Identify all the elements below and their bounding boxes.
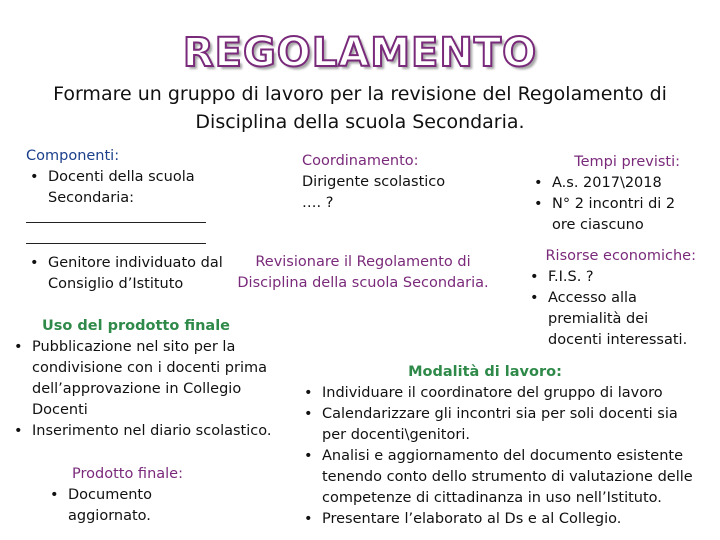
coordinamento-line-1: Dirigente scolastico [302, 174, 446, 190]
uso-item-diario: • Inserimento nel diario scolastico. [10, 421, 282, 442]
risorse-heading: Risorse economiche: [545, 248, 696, 264]
componenti-item-docenti: • Docenti della scuola Secondaria: [26, 167, 208, 209]
central-objective: Revisionare il Regolamento di Disciplina della scuola Secondaria. [237, 254, 489, 291]
uso-item-pubblicazione: • Pubblicazione nel sito per la condivisione con i docenti prima dell’approvazione in Collegio Docenti [10, 337, 282, 421]
coordinamento-heading: Coordinamento: [302, 153, 419, 169]
risorse-section [526, 246, 696, 351]
modalita-item-calendario: • Calendarizzare gli incontri sia per soli docenti sia per docenti\genitori. [300, 404, 700, 446]
blank-line-2 [26, 243, 206, 244]
page-subtitle: Formare un gruppo di lavoro per la revisione del Regolamento di Disciplina della scuola Secondaria. [53, 83, 667, 133]
uso-heading: Uso del prodotto finale [41, 318, 230, 334]
modalita-item-coordinatore: • Individuare il coordinatore del gruppo di lavoro [300, 383, 700, 404]
componenti-section [26, 146, 216, 244]
page-title: REGOLAMENTO [182, 30, 538, 76]
tempi-item-anno: • A.s. 2017\2018 [530, 173, 690, 194]
modalita-section [300, 362, 700, 530]
tempi-heading: Tempi previsti: [574, 154, 680, 170]
modalita-item-analisi: • Analisi e aggiornamento del documento esistente tenendo conto dello strumento di valutazione delle competenze di cittadinanza in uso nell’Istituto. [300, 446, 700, 509]
componenti-heading: Componenti: [26, 148, 120, 164]
componenti-genitore [26, 253, 226, 295]
modalita-item-presentare: • Presentare l’elaborato al Ds e al Collegio. [300, 509, 700, 530]
prodotto-section [46, 464, 246, 527]
risorse-item-premialita: • Accesso alla premialità dei docenti interessati. [526, 288, 696, 351]
modalita-heading: Modalità di lavoro: [408, 364, 562, 380]
risorse-item-fis: • F.I.S. ? [526, 267, 696, 288]
uso-section [10, 316, 282, 442]
tempi-section [530, 152, 690, 236]
prodotto-item-documento: • Documento aggiornato. [46, 485, 188, 527]
blank-line-1 [26, 222, 206, 223]
tempi-item-incontri: • N° 2 incontri di 2 ore ciascuno [530, 194, 687, 236]
coordinamento-line-2: …. ? [302, 195, 334, 211]
coordinamento-section [302, 151, 472, 214]
componenti-item-genitore: • Genitore individuato dal Consiglio d’Istituto [26, 253, 228, 295]
prodotto-heading: Prodotto finale: [72, 466, 183, 482]
